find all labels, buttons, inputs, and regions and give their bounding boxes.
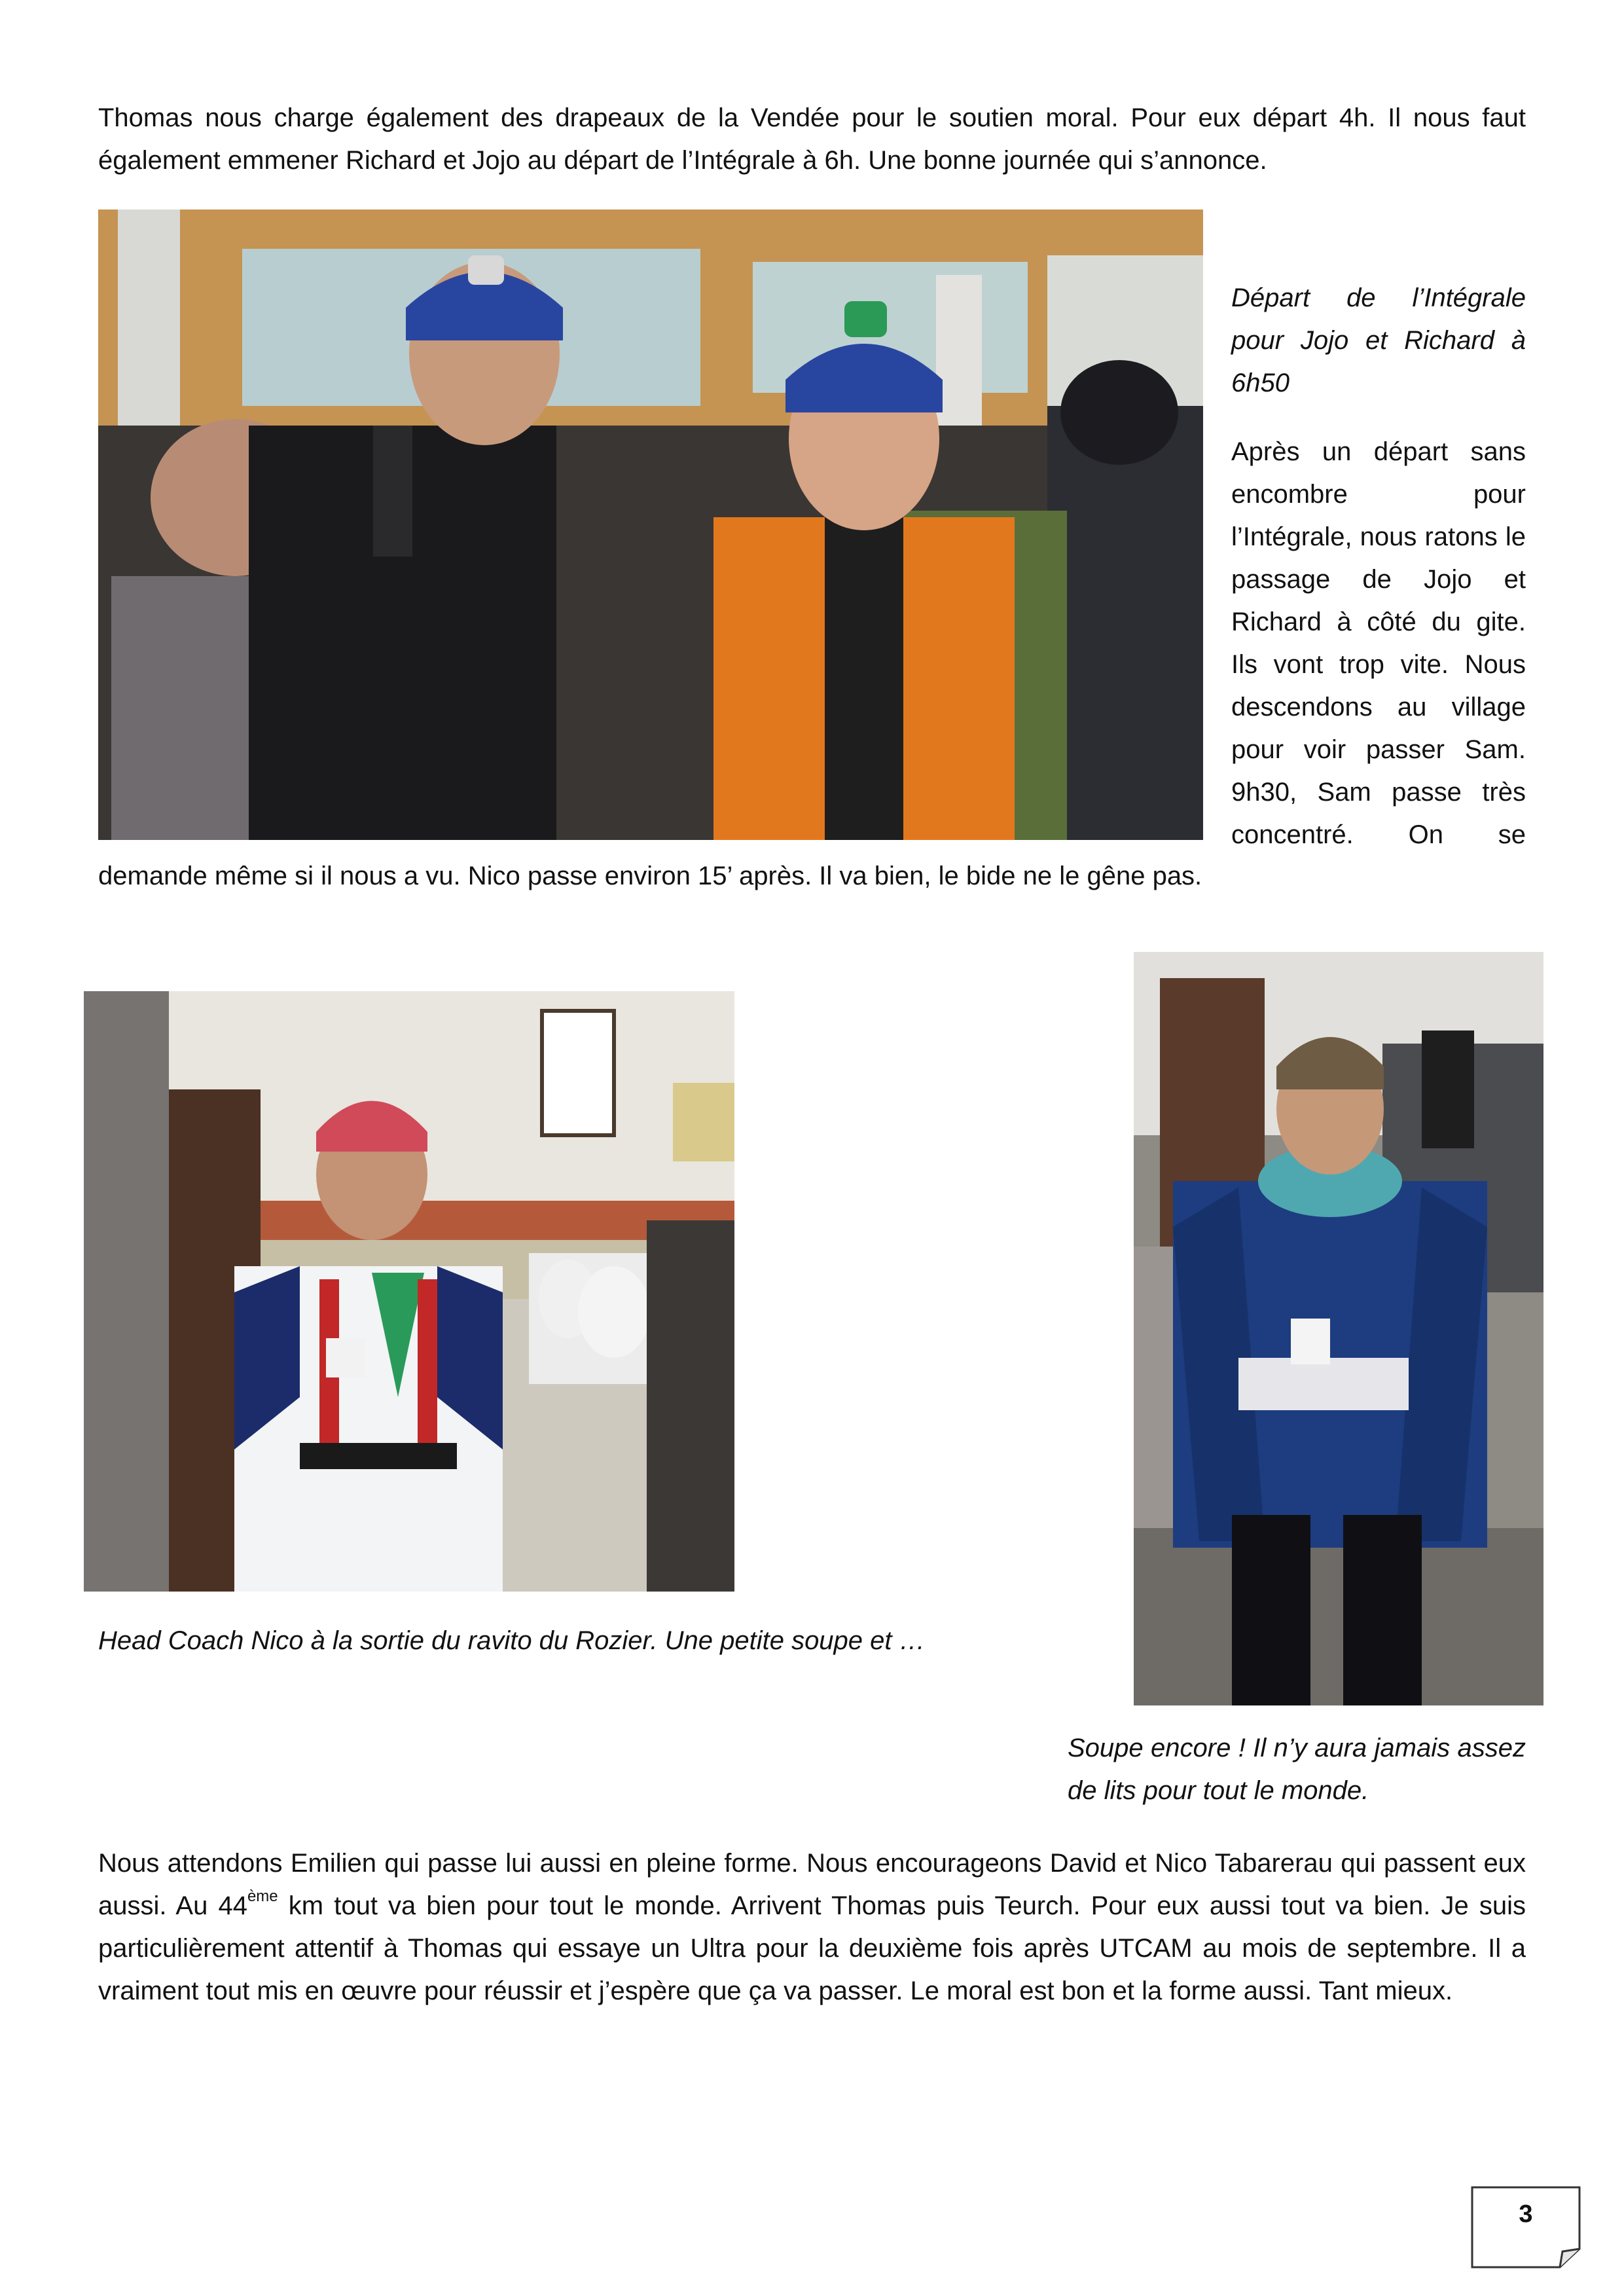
photo-nico-ravito [84,991,734,1592]
closing-paragraph [98,1842,1526,2013]
closing-part1: Nous attendons Emilien qui passe lui aussi en pleine forme. Nous encourageons David et Nico Tabarerau qui passent eux aussi. Au 44 [98,1849,1526,1920]
intro-paragraph: Thomas nous charge également des drapeaux de la Vendée pour le soutien moral. Pour eux départ 4h. Il nous faut également emmener Richard et Jojo au départ de l’Intégrale à 6h. Une bonne journée qui s’annonce. [98,103,1526,175]
photo-soupe-encore [1134,952,1543,1705]
closing-part2: km tout va bien pour tout le monde. Arrivent Thomas puis Teurch. Pour eux aussi tout va bien. Je suis particulièrement attentif à Thomas qui essaye un Ultra pour la deuxième fois après UTCAM au mois de septembre. Il a vraiment tout mis en œuvre pour réussir et j’espère que ça va passer. Le moral est bon et la forme aussi. Tant mieux. [98,1891,1526,2005]
side-paragraph: Après un départ sans encombre pour l’Intégrale, nous ratons le passage de Jojo et Richard à côté du gite. Ils vont trop vite. Nous descendons au village pour voir passer Sam. 9h30, Sam passe très concentré. On se [1231,437,1526,849]
caption-nico: Head Coach Nico à la sortie du ravito du Rozier. Une petite soupe et … [98,1626,926,1655]
caption-soupe: Soupe encore ! Il n’y aura jamais assez de lits pour tout le monde. [1068,1734,1526,1805]
caption-depart: Départ de l’Intégrale pour Jojo et Richard à 6h50 [1231,283,1526,397]
photo-depart-integrale [98,210,1203,840]
superscript-eme: ème [247,1887,278,1905]
page-number-box [1471,2186,1581,2269]
wrap-paragraph: demande même si il nous a vu. Nico passe environ 15’ après. Il va bien, le bide ne le gêne pas. [98,862,1202,890]
page-number: 3 [1519,2200,1533,2228]
